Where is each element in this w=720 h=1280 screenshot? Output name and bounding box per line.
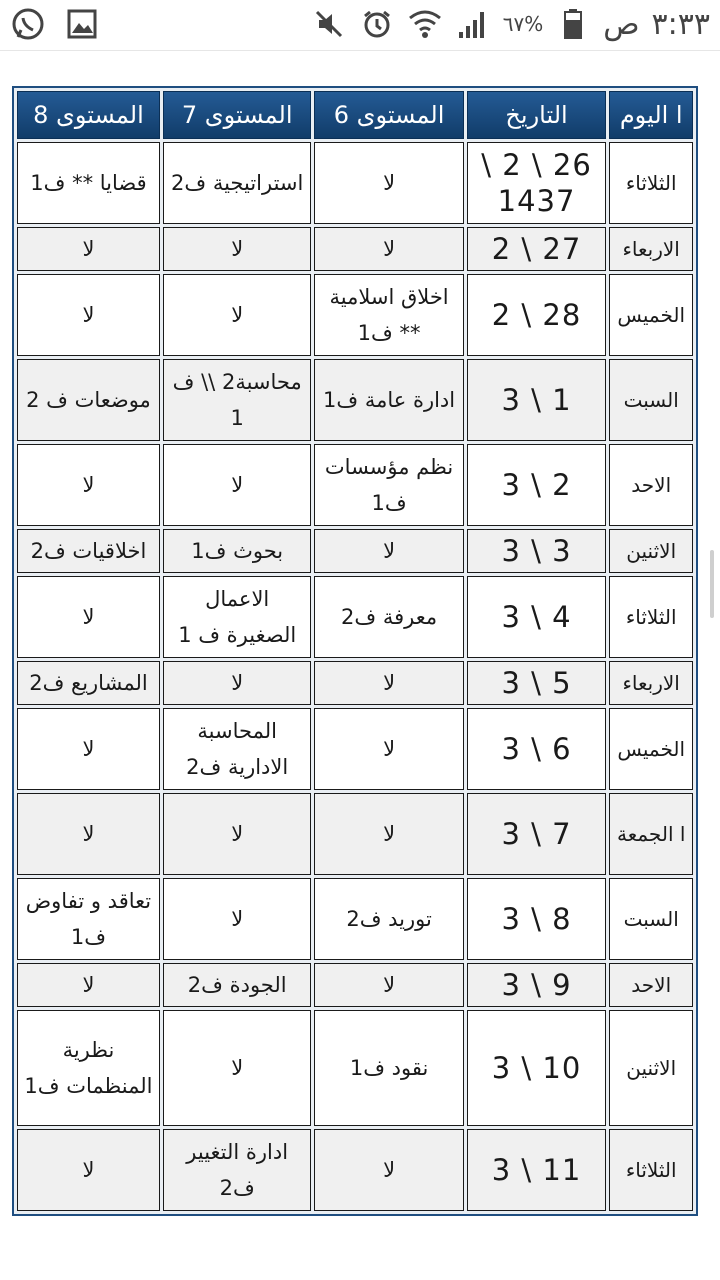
cell-level7: الاعمال الصغيرة ف 1 [163, 576, 312, 658]
cell-level6: لا [314, 227, 463, 271]
cell-level8: لا [17, 227, 160, 271]
header-level6: المستوى 6 [314, 91, 463, 139]
cell-date: 2 \ 3 [467, 444, 607, 526]
cell-level8: لا [17, 274, 160, 356]
table-row [17, 576, 693, 658]
table-row [17, 142, 693, 224]
status-bar [0, 0, 720, 51]
cell-level6: ادارة عامة ف1 [314, 359, 463, 441]
table-row [17, 963, 693, 1007]
table-row [17, 878, 693, 960]
cell-level6: توريد ف2 [314, 878, 463, 960]
cell-level6: لا [314, 529, 463, 573]
table-row [17, 1129, 693, 1211]
signal-icon [455, 6, 491, 42]
cell-day: الاربعاء [609, 227, 693, 271]
cell-day: الثلاثاء [609, 1129, 693, 1211]
cell-level7: محاسبة2 \\ ف 1 [163, 359, 312, 441]
cell-level8: لا [17, 963, 160, 1007]
cell-level8: اخلاقيات ف2 [17, 529, 160, 573]
cell-date: 9 \ 3 [467, 963, 607, 1007]
cell-date: 26 \ 2 \ 1437 [467, 142, 607, 224]
battery-percent: ٦٧% [502, 12, 544, 36]
cell-date: 28 \ 2 [467, 274, 607, 356]
cell-day: الاحد [609, 444, 693, 526]
cell-day: الخميس [609, 708, 693, 790]
cell-day: الاثنين [609, 529, 693, 573]
header-day: ا اليوم [609, 91, 693, 139]
cell-day: الاربعاء [609, 661, 693, 705]
table-row [17, 359, 693, 441]
schedule-table [12, 86, 698, 1216]
wifi-icon [407, 6, 443, 42]
cell-level8: لا [17, 444, 160, 526]
cell-date: 4 \ 3 [467, 576, 607, 658]
cell-level6: اخلاق اسلامية ** ف1 [314, 274, 463, 356]
mute-icon [311, 6, 347, 42]
cell-date: 8 \ 3 [467, 878, 607, 960]
cell-date: 5 \ 3 [467, 661, 607, 705]
cell-day: الخميس [609, 274, 693, 356]
table-row [17, 529, 693, 573]
table-row [17, 227, 693, 271]
cell-date: 10 \ 3 [467, 1010, 607, 1126]
cell-level7: الجودة ف2 [163, 963, 312, 1007]
cell-level8: تعاقد و تفاوض ف1 [17, 878, 160, 960]
table-row [17, 793, 693, 875]
cell-level7: لا [163, 274, 312, 356]
cell-level7: استراتيجية ف2 [163, 142, 312, 224]
cell-level6: لا [314, 1129, 463, 1211]
header-date: التاريخ [467, 91, 607, 139]
cell-level8: لا [17, 793, 160, 875]
table-row [17, 661, 693, 705]
cell-level6: معرفة ف2 [314, 576, 463, 658]
cell-level8: موضعات ف 2 [17, 359, 160, 441]
cell-day: السبت [609, 878, 693, 960]
battery-icon [555, 6, 591, 42]
gallery-icon [64, 6, 100, 42]
cell-level7: لا [163, 878, 312, 960]
cell-day: الاثنين [609, 1010, 693, 1126]
cell-level7: المحاسبة الادارية ف2 [163, 708, 312, 790]
cell-level7: لا [163, 1010, 312, 1126]
cell-level6: لا [314, 793, 463, 875]
cell-day: الاحد [609, 963, 693, 1007]
cell-date: 11 \ 3 [467, 1129, 607, 1211]
cell-level6: نقود ف1 [314, 1010, 463, 1126]
cell-level6: نظم مؤسسات ف1 [314, 444, 463, 526]
schedule-table-container [12, 86, 698, 1216]
cell-date: 27 \ 2 [467, 227, 607, 271]
header-level8: المستوى 8 [17, 91, 160, 139]
cell-date: 6 \ 3 [467, 708, 607, 790]
cell-level7: لا [163, 227, 312, 271]
table-row [17, 708, 693, 790]
cell-level6: لا [314, 142, 463, 224]
cell-level7: لا [163, 444, 312, 526]
cell-level8: نظرية المنظمات ف1 [17, 1010, 160, 1126]
clock-time: ٣:٣٣ [651, 6, 710, 42]
alarm-icon [359, 6, 395, 42]
header-level7: المستوى 7 [163, 91, 312, 139]
scrollbar[interactable] [710, 550, 714, 618]
cell-date: 1 \ 3 [467, 359, 607, 441]
table-header-row [17, 91, 693, 139]
cell-date: 7 \ 3 [467, 793, 607, 875]
cell-level6: لا [314, 661, 463, 705]
clock-ampm: ص [603, 6, 640, 42]
cell-level8: لا [17, 708, 160, 790]
table-row [17, 274, 693, 356]
cell-day: الثلاثاء [609, 142, 693, 224]
table-row [17, 1010, 693, 1126]
table-row [17, 444, 693, 526]
cell-level8: لا [17, 576, 160, 658]
cell-level8: قضايا ** ف1 [17, 142, 160, 224]
cell-level8: المشاريع ف2 [17, 661, 160, 705]
cell-level6: لا [314, 963, 463, 1007]
cell-day: السبت [609, 359, 693, 441]
whatsapp-icon [10, 6, 46, 42]
cell-level7: ادارة التغيير ف2 [163, 1129, 312, 1211]
cell-level7: لا [163, 793, 312, 875]
cell-date: 3 \ 3 [467, 529, 607, 573]
cell-level6: لا [314, 708, 463, 790]
cell-level8: لا [17, 1129, 160, 1211]
cell-day: ا الجمعة [609, 793, 693, 875]
cell-level7: لا [163, 661, 312, 705]
cell-level7: بحوث ف1 [163, 529, 312, 573]
cell-day: الثلاثاء [609, 576, 693, 658]
